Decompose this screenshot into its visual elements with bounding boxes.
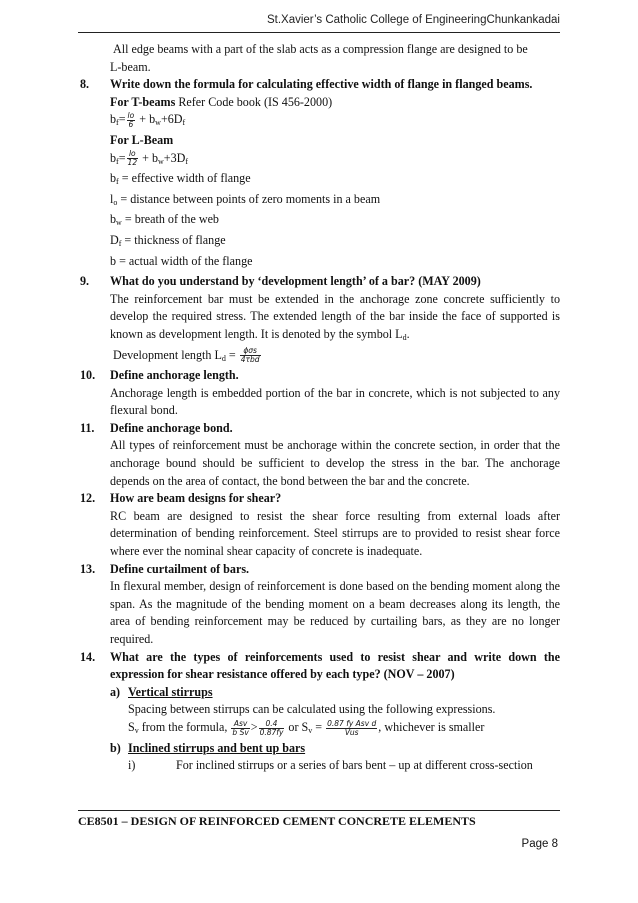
t-beam-heading: For T-beams Refer Code book (IS 456-2000) <box>110 94 333 109</box>
stirrup-spacing-formula: Sv from the formula, $\frac{\text{Asv}}{\text{b Sv}}$ > $\frac{0.4}{0.87fy}$ or Sv = $\frac{\text{0.87 fy Asv d}}{\text{Vus}}$ , whichever is smaller <box>128 718 485 737</box>
header-rule <box>78 32 560 33</box>
stirrup-spacing-text: Spacing between stirrups can be calculated using the following expressions. <box>128 702 496 717</box>
answer-13: In flexural member, design of reinforcement is done based on the bending moment along the span. As the magnitude of the bending moment on a beam decreases along its length, the area of bending reinforcement may be reduced by curtailing bars, as they are no longer required. <box>110 579 560 646</box>
subheading-inclined-stirrups: b) Inclined stirrups and bent up bars <box>110 740 306 755</box>
answer-9: The reinforcement bar must be extended in the anchorage zone concrete sufficiently to develop the required stress. The extended length of the bar inside the face of supported is known as development length. It is denoted by the symbol Ld. <box>110 291 560 342</box>
l-beam-formula: bf= $\frac{lo}{12}$ + bw+3Df <box>110 149 189 168</box>
t-beam-formula: bf= $\frac{lo}{6}$ + bw+6Df <box>110 111 186 130</box>
answer-12: RC beam are designed to resist the shear force resulting from external loads after determination of bending reinforcement. Steel stirrups are to provided to resist shear force where ever the nominal shear capacity of concrete is inadequate. <box>110 508 560 559</box>
l-beam-heading: For L-Beam <box>110 132 174 147</box>
question-9: 9. What do you understand by ‘development length’ of a bar? (MAY 2009) <box>80 274 481 289</box>
question-12: 12. How are beam designs for shear? <box>80 491 282 506</box>
answer-10: Anchorage length is embedded portion of the bar in concrete, which is not subjected to any flexural bond. <box>110 385 560 418</box>
answer-11: All types of reinforcement must be anchorage within the concrete section, in order that the anchorage bound should be sufficient to develop the stress in the bar. The anchorage depends on the area of contact, the bond between the bar and the concrete. <box>110 438 560 488</box>
definition-line: lo = distance between points of zero moments in a beam <box>110 191 381 207</box>
intro-paragraph: All edge beams with a part of the slab acts as a compression flange are designed to be L-beam. <box>110 42 528 74</box>
page-number: Page 8 <box>521 838 558 850</box>
course-footer: CE8501 – DESIGN OF REINFORCED CEMENT CONCRETE ELEMENTS <box>78 814 476 828</box>
question-13: 13. Define curtailment of bars. <box>80 561 250 576</box>
definition-line: Df = thickness of flange <box>110 232 226 248</box>
footer-rule <box>78 810 560 811</box>
definition-line: b = actual width of the flange <box>110 253 253 268</box>
question-10: 10. Define anchorage length. <box>80 368 239 383</box>
definition-line: bf = effective width of flange <box>110 171 251 187</box>
question-14: 14. What are the types of reinforcements used to resist shear and write down the expression for shear resistance offered by each type? (NOV – 2007) <box>80 649 560 682</box>
document-body <box>80 41 560 775</box>
inclined-stirrups-item: i) For inclined stirrups or a series of bars bent – up at different cross-section <box>128 758 533 773</box>
question-11: 11. Define anchorage bond. <box>80 420 233 435</box>
page-header: St.Xavier’s Catholic College of EngineeringChunkankadai <box>266 14 560 26</box>
subheading-vertical-stirrups: a) Vertical stirrups <box>110 684 213 699</box>
question-8: 8. Write down the formula for calculating effective width of flange in flanged beams. <box>80 77 533 92</box>
definition-line: bw = breath of the web <box>110 212 219 228</box>
development-length-formula: Development length Ld = $\frac{\text{ϕσs}}{\text{4τbd}}$ <box>113 346 260 365</box>
